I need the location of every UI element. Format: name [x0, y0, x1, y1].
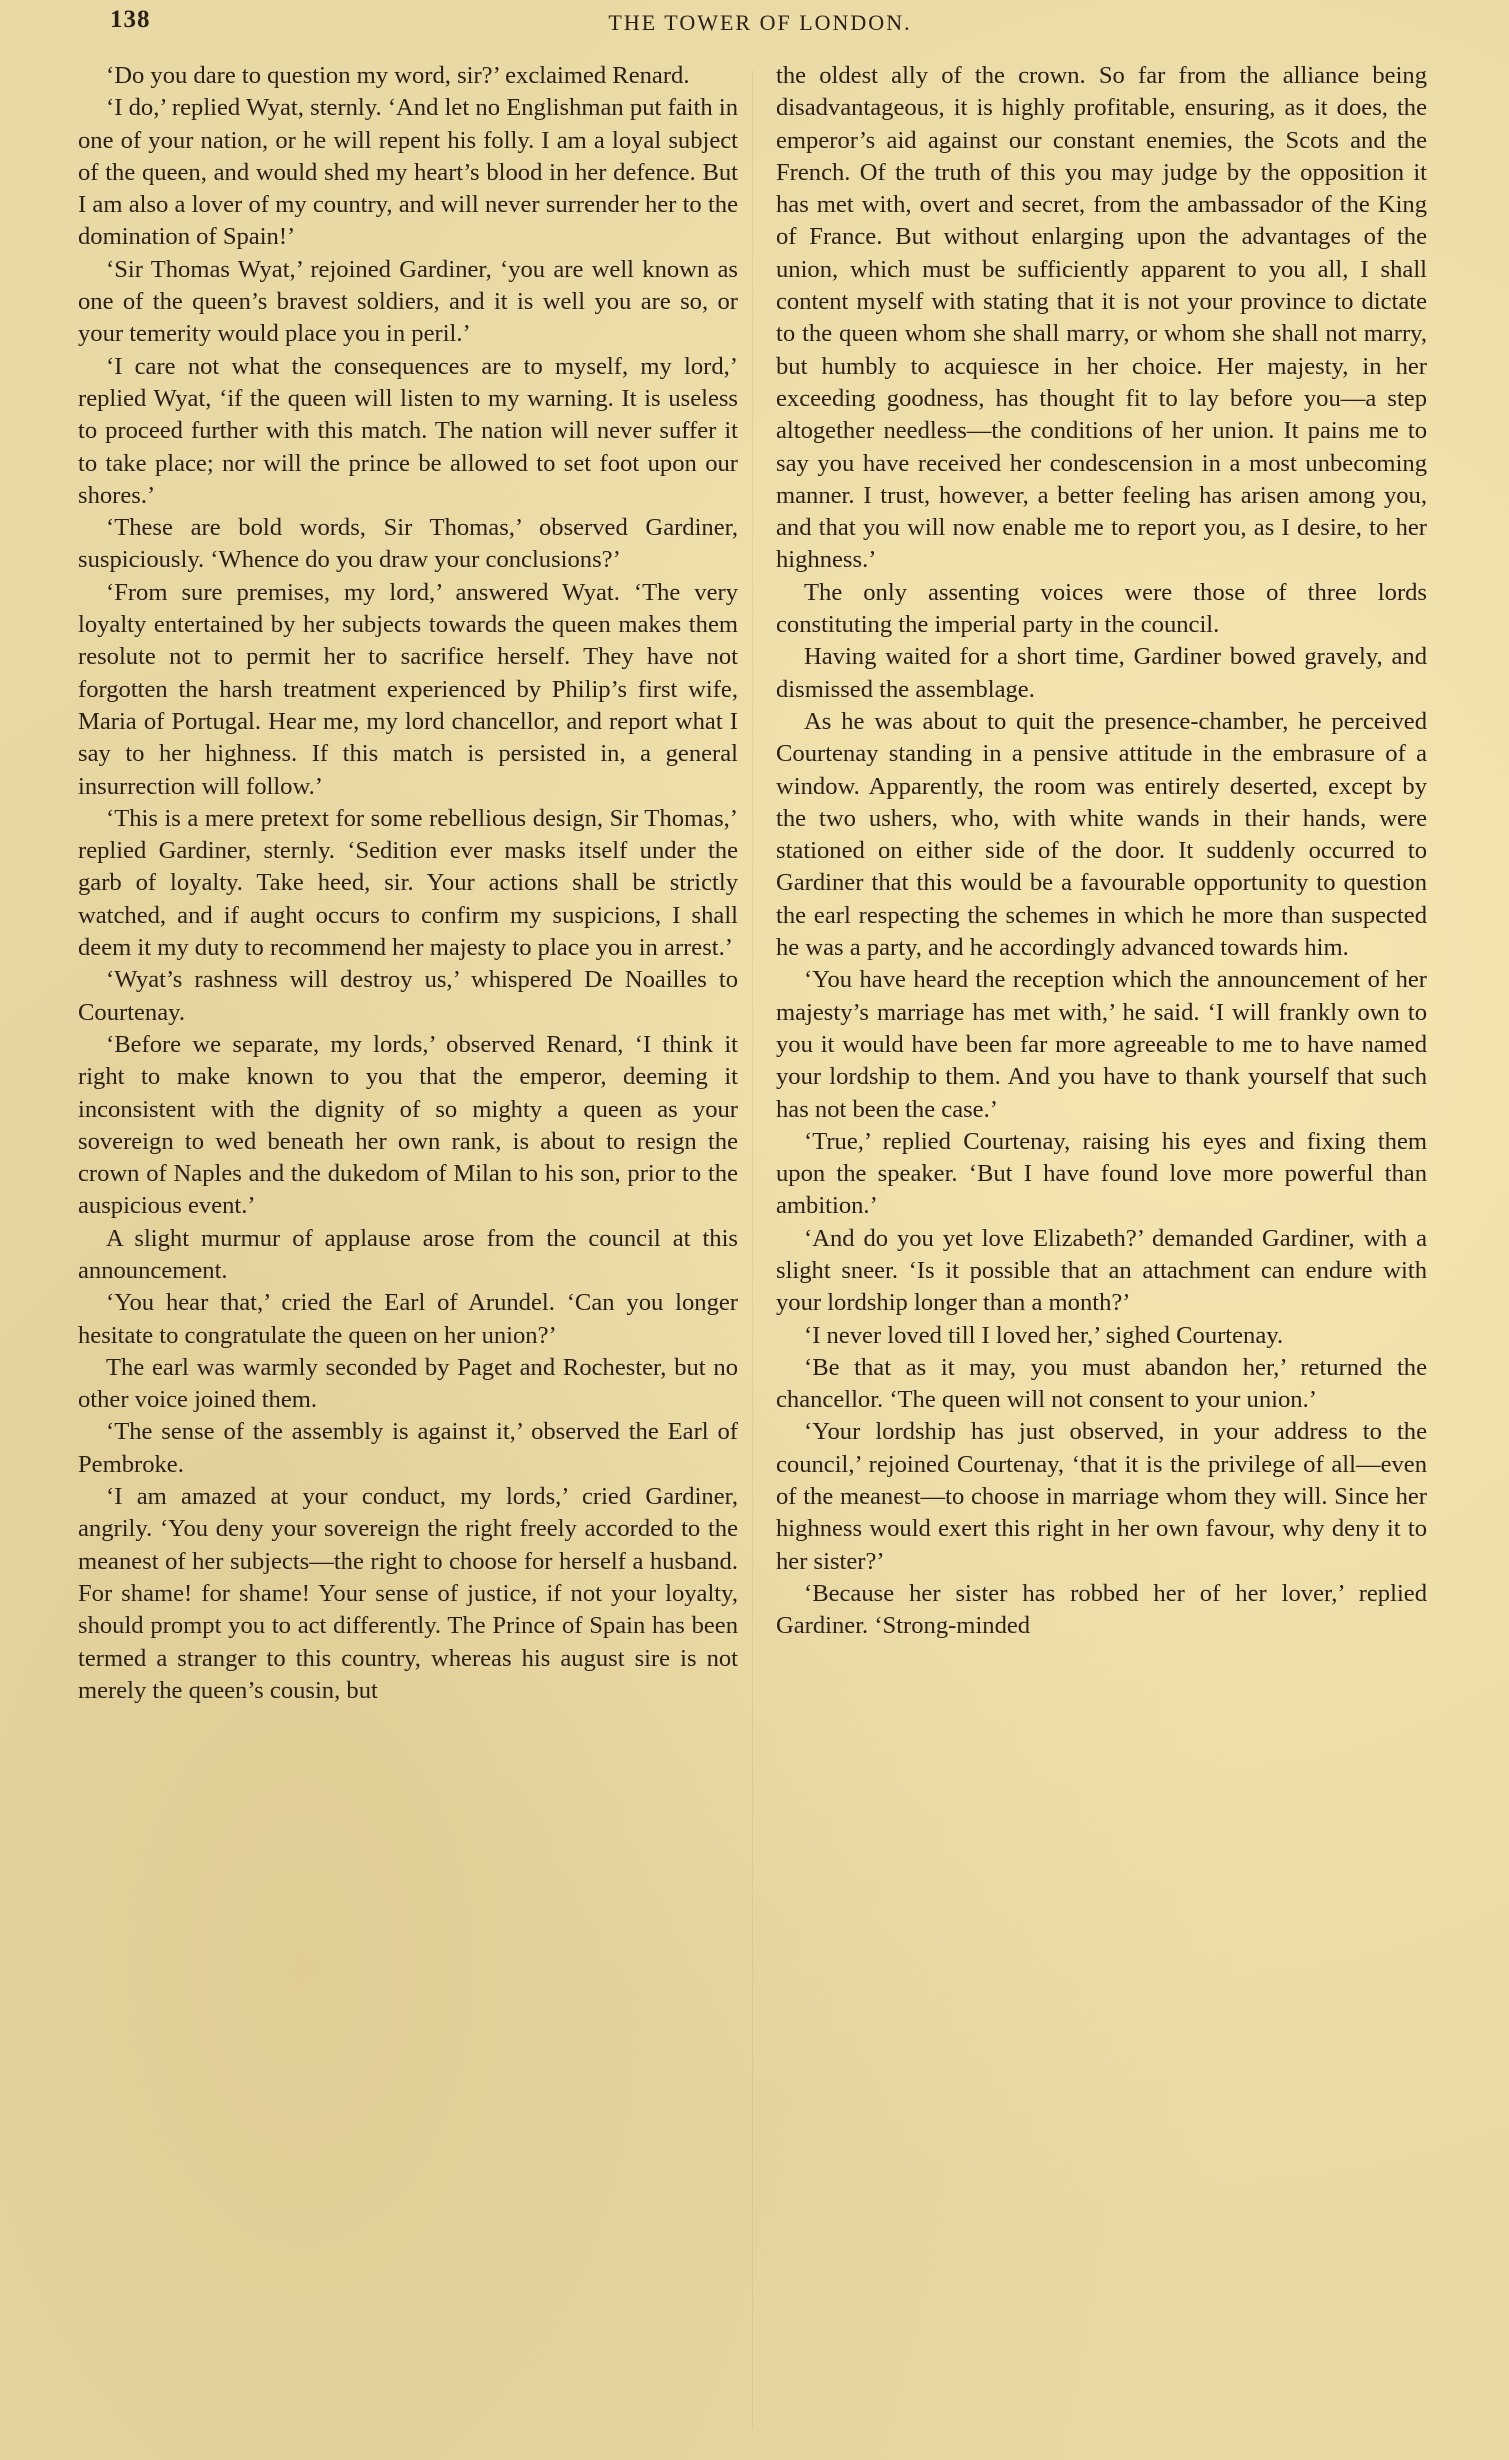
column-gutter — [752, 70, 753, 2430]
paragraph: ‘Be that as it may, you must abandon her,’ returned the chancellor. ‘The queen will not consent to your union.’ — [776, 1353, 1427, 1414]
paragraph: ‘Your lordship has just observed, in your address to the council,’ rejoined Courtenay, ‘that it is the privilege of all—even of the meanest—to choose in marriage whom they will. Since her highness would exert this right in her own favour, why deny it to her sister?’ — [776, 1418, 1427, 1575]
paragraph: The only assenting voices were those of three lords constituting the imperial party in the council. — [776, 578, 1427, 639]
paragraph: ‘You hear that,’ cried the Earl of Arundel. ‘Can you longer hesitate to congratulate the queen on her union?’ — [78, 1289, 738, 1349]
paragraph: ‘You have heard the reception which the announcement of her majesty’s marriage has met with,’ he said. ‘I will frankly own to you it would have been far more agreeable to me to have named your lordship to them. And you have to thank yourself that such has not been the case.’ — [776, 966, 1427, 1123]
paragraph: ‘This is a mere pretext for some rebellious design, Sir Thomas,’ replied Gardiner, sternly. ‘Sedition ever masks itself under the garb of loyalty. Take heed, sir. Your actions shall be strictly watched, and if aught occurs to confirm my suspicions, I shall deem it my duty to recommend her majesty to place you in arrest.’ — [78, 804, 738, 962]
paragraph-continued: the oldest ally of the crown. So far from the alliance being disadvantageous, it is highly profitable, ensuring, as it does, the emperor’s aid against our constant enemies, the Scots and the French. Of the truth of this you may judge by the opposition it has met with, overt and secret, from the ambassador of the King of France. But without enlarging upon the advantages of the union, which must be sufficiently apparent to you all, I shall content myself with stating that it is not your province to dictate to the queen whom she shall marry, or whom she shall not marry, but humbly to acquiesce in her choice. Her majesty, in her exceeding goodness, has thought fit to lay before you—a step altogether needless—the conditions of her union. It pains me to say you have received her condescension in a most unbecoming manner. I trust, however, a better feeling has arisen among you, and that you will now enable me to report you, as I desire, to her highness.’ — [776, 62, 1427, 574]
paragraph: ‘The sense of the assembly is against it,’ observed the Earl of Pembroke. — [78, 1418, 738, 1478]
running-head — [110, 6, 1410, 46]
page-number: 138 — [110, 6, 151, 33]
paragraph: A slight murmur of applause arose from the council at this announcement. — [78, 1224, 738, 1284]
paragraph: ‘I am amazed at your conduct, my lords,’ cried Gardiner, angrily. ‘You deny your sovereign the right freely accorded to the meanest of her subjects—the right to choose for herself a husband. For shame! for shame! Your sense of justice, if not your loyalty, should prompt you to act differently. The Prince of Spain has been termed a stranger to this country, whereas his august sire is not merely the queen’s cousin, but — [78, 1483, 738, 1704]
paragraph: Having waited for a short time, Gardiner bowed gravely, and dismissed the assemblage. — [776, 643, 1427, 703]
paragraph: ‘True,’ replied Courtenay, raising his eyes and fixing them upon the speaker. ‘But I have found love more powerful than ambition.’ — [776, 1127, 1427, 1220]
paragraph: ‘Sir Thomas Wyat,’ rejoined Gardiner, ‘you are well known as one of the queen’s bravest soldiers, and it is well you are so, or your temerity would place you in peril.’ — [78, 255, 738, 348]
book-title: THE TOWER OF LONDON. — [608, 10, 912, 35]
paragraph: The earl was warmly seconded by Paget and Rochester, but no other voice joined them. — [78, 1353, 738, 1414]
paragraph: ‘I do,’ replied Wyat, sternly. ‘And let no Englishman put faith in one of your nation, or he will repent his folly. I am a loyal subject of the queen, and would shed my heart’s blood in her defence. But I am also a lover of my country, and will never surrender her to the domination of Spain!’ — [78, 94, 738, 251]
paragraph: ‘Do you dare to question my word, sir?’ exclaimed Renard. — [106, 62, 690, 89]
left-column — [78, 60, 738, 1707]
paragraph: ‘I care not what the consequences are to myself, my lord,’ replied Wyat, ‘if the queen will listen to my warning. It is useless to proceed further with this match. The nation will never suffer it to take place; nor will the prince be allowed to set foot upon our shores.’ — [78, 352, 738, 509]
paragraph: As he was about to quit the presence-chamber, he perceived Courtenay standing in a pensive attitude in the embrasure of a window. Apparently, the room was entirely deserted, except by the two ushers, who, with white wands in their hands, were stationed on either side of the door. It suddenly occurred to Gardiner that this would be a favourable opportunity to question the earl respecting the schemes in which he more than suspected he was a party, and he accordingly advanced towards him. — [776, 707, 1427, 962]
paragraph: ‘Because her sister has robbed her of her lover,’ replied Gardiner. ‘Strong-minded — [776, 1579, 1427, 1640]
paragraph: ‘These are bold words, Sir Thomas,’ observed Gardiner, suspiciously. ‘Whence do you draw your conclusions?’ — [78, 514, 738, 574]
paragraph: ‘Wyat’s rashness will destroy us,’ whispered De Noailles to Courtenay. — [78, 966, 738, 1026]
paragraph: ‘From sure premises, my lord,’ answered Wyat. ‘The very loyalty entertained by her subjects towards the queen makes them resolute not to permit her to sacrifice herself. They have not forgotten the harsh treatment experienced by Philip’s first wife, Maria of Portugal. Hear me, my lord chancellor, and report what I say to her highness. If this match is persisted in, a general insurrection will follow.’ — [78, 578, 738, 800]
right-column — [776, 60, 1427, 1643]
paragraph: ‘Before we separate, my lords,’ observed Renard, ‘I think it right to make known to you that the emperor, deeming it inconsistent with the dignity of so mighty a queen as your sovereign to wed beneath her own rank, is about to resign the crown of Naples and the dukedom of Milan to his son, prior to the auspicious event.’ — [78, 1030, 738, 1220]
paragraph: ‘And do you yet love Elizabeth?’ demanded Gardiner, with a slight sneer. ‘Is it possible that an attachment can endure with your lordship longer than a month?’ — [776, 1224, 1427, 1317]
paragraph: ‘I never loved till I loved her,’ sighed Courtenay. — [804, 1321, 1284, 1349]
